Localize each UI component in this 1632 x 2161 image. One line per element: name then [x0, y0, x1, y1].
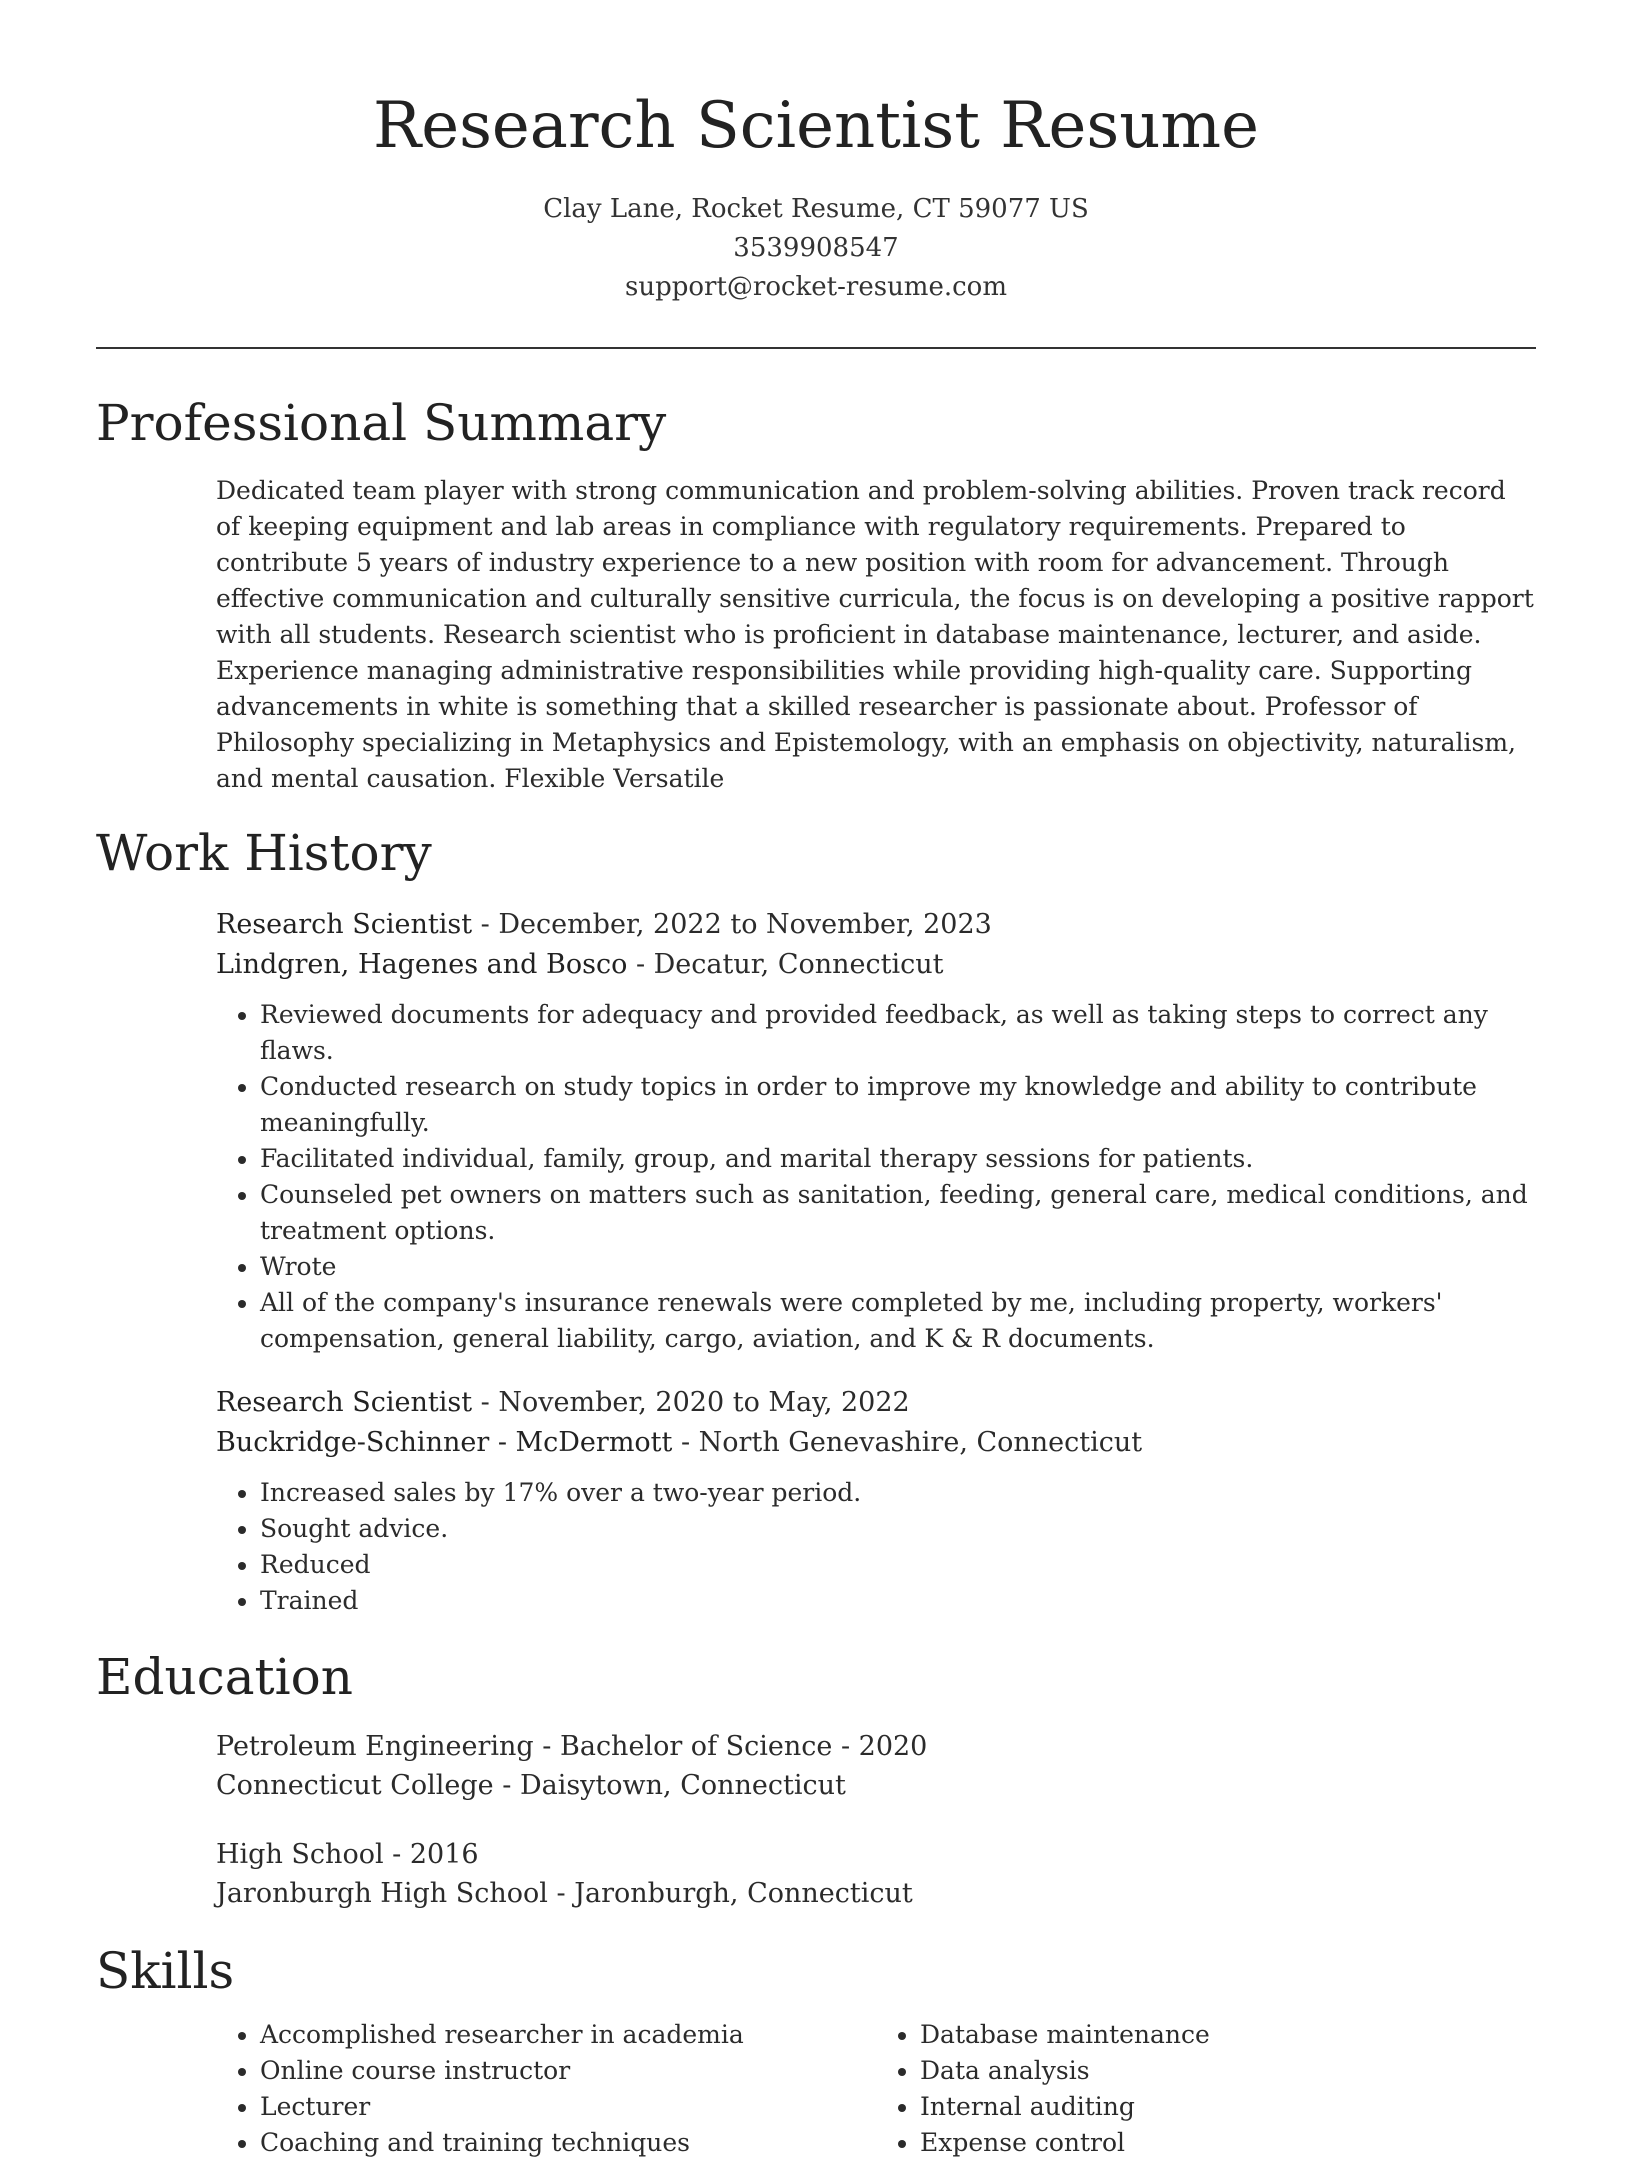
- skills-column-right: [876, 2017, 1536, 2161]
- education-year: - 2020: [832, 1731, 928, 1762]
- education-body: [216, 1727, 1536, 1913]
- resume-header: [96, 0, 1536, 307]
- section-title-work: Work History: [96, 824, 432, 882]
- section-title-skills: Skills: [96, 1942, 235, 2000]
- education-school-line: [216, 1874, 1536, 1913]
- skill-item: • Accomplished researcher in academia: [260, 2017, 876, 2053]
- education-location: - Jaronburgh, Connecticut: [547, 1878, 913, 1909]
- section-title-summary: Professional Summary: [96, 394, 667, 452]
- job-location: - Decatur, Connecticut: [627, 949, 944, 980]
- list-item: • Reviewed documents for adequacy and provided feedback, as well as taking steps to correct any flaws.: [260, 997, 1536, 1069]
- skills-column-left: [216, 2017, 876, 2161]
- skill-item: • Coaching and training techniques: [260, 2125, 876, 2161]
- list-item: • Trained: [260, 1583, 1536, 1619]
- education-year: - 2016: [383, 1839, 479, 1870]
- education-degree-line: [216, 1835, 1536, 1874]
- skill-item: • Lecturer: [260, 2089, 876, 2125]
- phone-text: 3539908547: [733, 233, 899, 263]
- job-role: Research Scientist: [216, 1387, 473, 1418]
- education-entry: [216, 1835, 1536, 1913]
- list-item: • Conducted research on study topics in order to improve my knowledge and ability to contribute meaningfully.: [260, 1069, 1536, 1141]
- job-company-line: [216, 1423, 1536, 1463]
- skill-item: • Internal auditing: [920, 2089, 1536, 2125]
- education-entry: [216, 1727, 1536, 1805]
- skill-item: • Data analysis: [920, 2053, 1536, 2089]
- job-dates: - December, 2022 to November, 2023: [472, 909, 992, 940]
- list-item: • Increased sales by 17% over a two-year period.: [260, 1475, 1536, 1511]
- page-title: Research Scientist Resume: [373, 89, 1259, 163]
- job-company: Lindgren, Hagenes and Bosco: [216, 949, 628, 980]
- job-role: Research Scientist: [216, 909, 473, 940]
- job-bullets: [216, 997, 1536, 1357]
- email-text: support@rocket-resume.com: [624, 272, 1007, 302]
- job-location: - North Genevashire, Connecticut: [672, 1427, 1143, 1458]
- work-history-section: [96, 821, 1536, 1619]
- address-text: Clay Lane, Rocket Resume, CT 59077 US: [543, 194, 1089, 224]
- education-degree: High School: [216, 1839, 384, 1870]
- job-title-line: [216, 905, 1536, 945]
- education-school: Connecticut College: [216, 1770, 494, 1801]
- professional-summary-section: [96, 391, 1536, 797]
- skill-item: • Database maintenance: [920, 2017, 1536, 2053]
- education-school-line: [216, 1766, 1536, 1805]
- job-dates: - November, 2020 to May, 2022: [472, 1387, 910, 1418]
- skill-item: • Expense control: [920, 2125, 1536, 2161]
- job-company: Buckridge-Schinner - McDermott: [216, 1427, 673, 1458]
- job-company-line: [216, 945, 1536, 985]
- list-item: • All of the company's insurance renewals were completed by me, including property, workers' compensation, general liability, cargo, aviation, and K & R documents.: [260, 1285, 1536, 1357]
- summary-text: Dedicated team player with strong communication and problem-solving abilities. Proven track record of keeping equipment and lab areas in compliance with regulatory requirements. Prepared to contribute 5 years of industry experience to a new position with room for advancement. Through effective communication and culturally sensitive curricula, the focus is on developing a positive rapport with all students. Research scientist who is proficient in database maintenance, lecturer, and aside. Experience managing administrative responsibilities while providing high-quality care. Supporting advancements in white is something that a skilled researcher is passionate about. Professor of Philosophy specializing in Metaphysics and Epistemology, with an emphasis on objectivity, naturalism, and mental causation. Flexible Versatile: [216, 476, 1534, 793]
- list-item: • Counseled pet owners on matters such as sanitation, feeding, general care, medical conditions, and treatment options.: [260, 1177, 1536, 1249]
- job-bullets: [216, 1475, 1536, 1619]
- education-section: [96, 1645, 1536, 1913]
- job-entry: [216, 905, 1536, 1357]
- list-item: • Wrote: [260, 1249, 1536, 1285]
- education-degree: Petroleum Engineering - Bachelor of Science: [216, 1731, 833, 1762]
- header-divider: [96, 347, 1536, 349]
- education-location: - Daisytown, Connecticut: [493, 1770, 846, 1801]
- contact-info: [96, 190, 1536, 307]
- skills-grid: [216, 2017, 1536, 2161]
- skills-section: [96, 1939, 1536, 2161]
- education-school: Jaronburgh High School: [216, 1878, 548, 1909]
- skill-item: • Online course instructor: [260, 2053, 876, 2089]
- list-item: • Sought advice.: [260, 1511, 1536, 1547]
- job-title-line: [216, 1383, 1536, 1423]
- education-degree-line: [216, 1727, 1536, 1766]
- list-item: • Reduced: [260, 1547, 1536, 1583]
- section-title-education: Education: [96, 1648, 353, 1706]
- job-entry: [216, 1383, 1536, 1619]
- work-history-body: [216, 905, 1536, 1619]
- list-item: • Facilitated individual, family, group, and marital therapy sessions for patients.: [260, 1141, 1536, 1177]
